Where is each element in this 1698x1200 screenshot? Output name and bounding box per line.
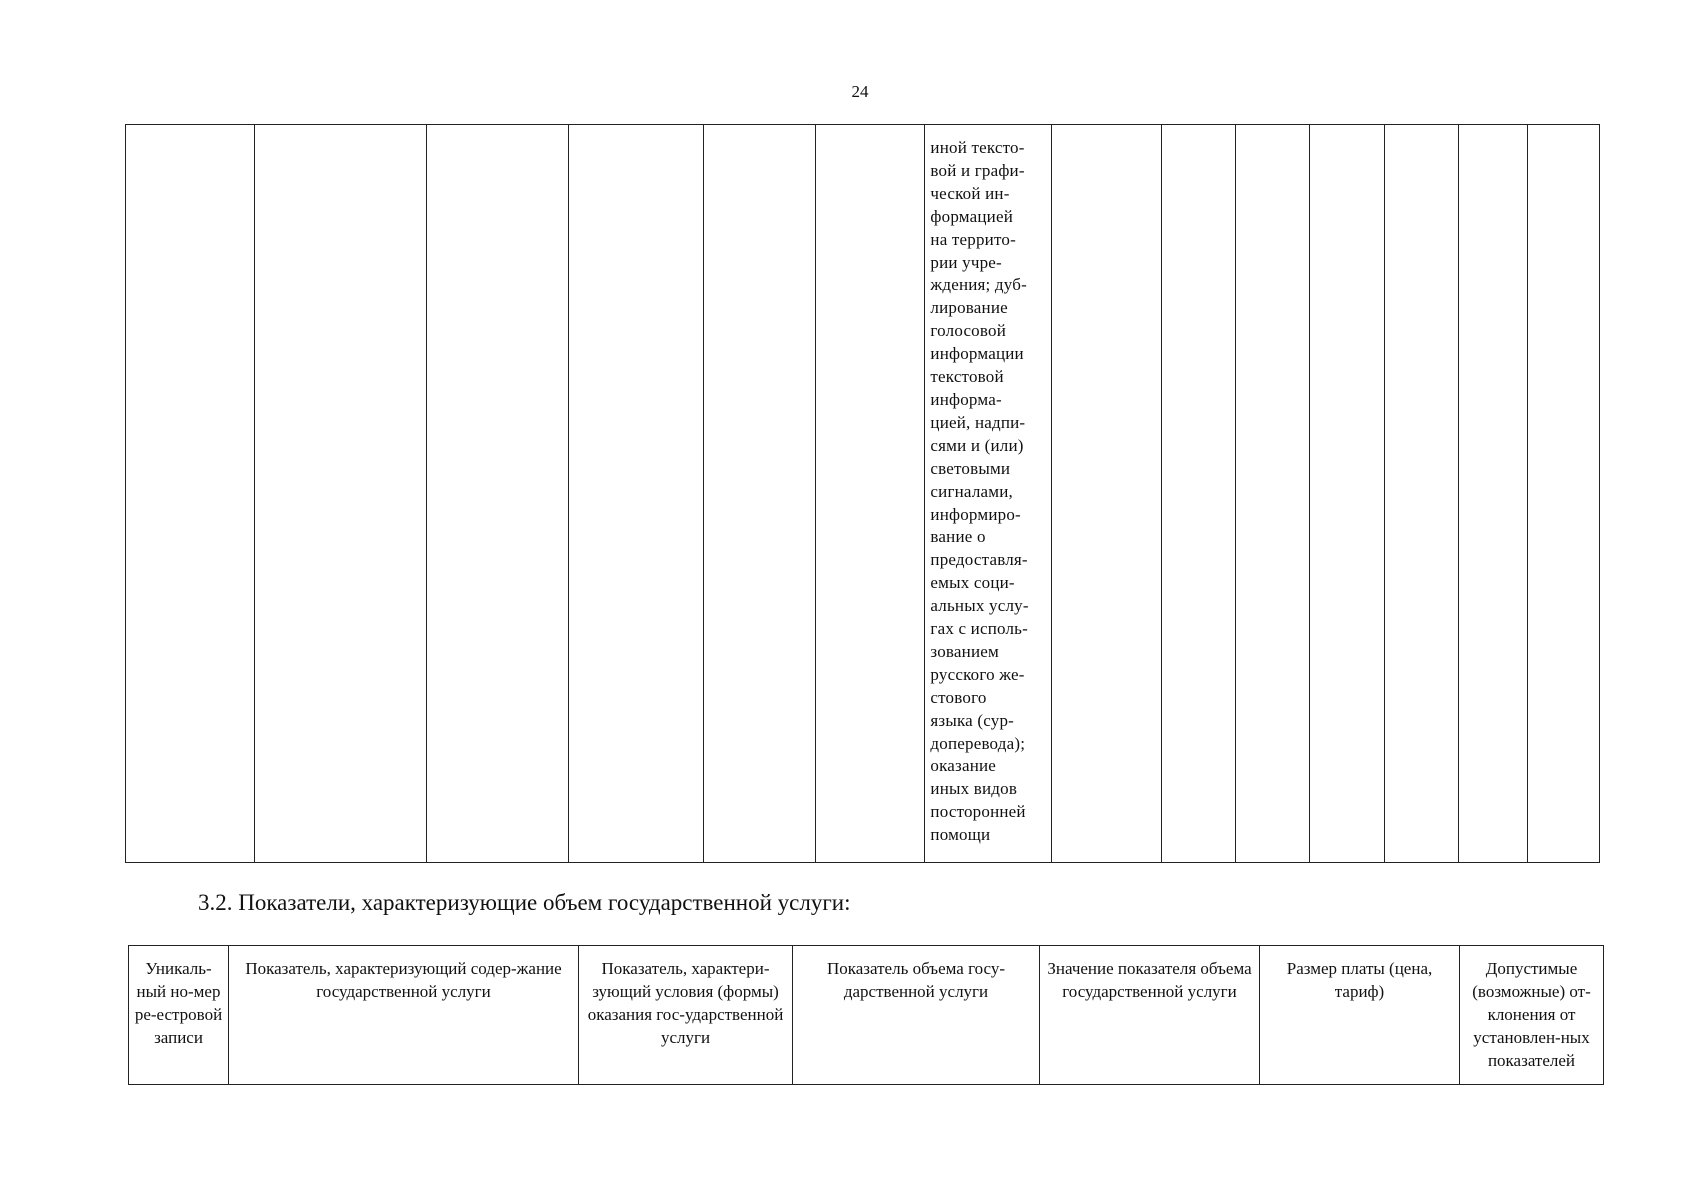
text-line: информа- [930, 389, 1002, 409]
table-cell [569, 125, 704, 863]
header-volume-value: Значение показателя объема государственной услуги [1040, 946, 1260, 1085]
header-registry-number: Уникаль-ный но-мер ре-естровой записи [129, 946, 229, 1085]
table-row [126, 125, 1600, 863]
text-line: ческой ин- [930, 183, 1010, 203]
text-line: емых соци- [930, 573, 1015, 593]
text-line: языка (сур- [930, 710, 1015, 730]
text-line: оказание [930, 756, 997, 776]
text-line: цией, надпи- [930, 412, 1026, 432]
text-line: формацией [930, 206, 1013, 226]
text-line: информации [930, 344, 1024, 364]
text-line: доперевода); [930, 733, 1026, 753]
text-line: гах с исполь- [930, 619, 1028, 639]
table-cell [1162, 125, 1236, 863]
text-line: ждения; дуб- [930, 275, 1027, 295]
page-number: 24 [851, 82, 869, 101]
text-line: стового [930, 687, 987, 707]
table-cell [255, 125, 427, 863]
table-cell [1309, 125, 1384, 863]
header-fee: Размер платы (цена, тариф) [1260, 946, 1460, 1085]
text-line: голосовой [930, 321, 1006, 341]
text-line: текстовой [930, 367, 1004, 387]
table-cell [1384, 125, 1458, 863]
header-volume-indicator: Показатель объема госу-дарственной услуги [793, 946, 1040, 1085]
table-cell [126, 125, 255, 863]
header-deviations: Допустимые (возможные) от-клонения от установлен-ных показателей [1460, 946, 1604, 1085]
cell-text-block [925, 125, 1051, 847]
header-conditions-indicator: Показатель, характери-зующий условия (формы) оказания гос-ударственной услуги [579, 946, 793, 1085]
text-line: на террито- [930, 229, 1016, 249]
continuation-table [125, 124, 1600, 863]
text-line: иной тексто- [930, 138, 1025, 157]
table-cell [1458, 125, 1528, 863]
text-line: предоставля- [930, 550, 1028, 570]
table-cell [815, 125, 925, 863]
table-cell [426, 125, 568, 863]
text-line: зованием [930, 641, 999, 661]
text-line: альных услу- [930, 596, 1029, 616]
text-line: световыми [930, 458, 1011, 478]
table-cell [703, 125, 815, 863]
table-cell [1528, 125, 1600, 863]
text-line: сями и (или) [930, 435, 1024, 455]
table-cell [1236, 125, 1310, 863]
text-line: посторонней [930, 802, 1026, 822]
text-line: вой и графи- [930, 160, 1025, 180]
volume-indicators-table [128, 945, 1604, 1085]
table-cell-text [925, 125, 1052, 863]
section-heading: 3.2. Показатели, характеризующие объем государственной услуги: [198, 890, 851, 915]
table-header-row [129, 946, 1604, 1085]
table-cell [1052, 125, 1162, 863]
text-line: лирование [930, 298, 1008, 318]
text-line: информиро- [930, 504, 1021, 524]
text-line: рии учре- [930, 252, 1002, 272]
text-line: иных видов [930, 779, 1018, 799]
text-line: сигналами, [930, 481, 1013, 501]
header-content-indicator: Показатель, характеризующий содер-жание государственной услуги [229, 946, 579, 1085]
text-line: помощи [930, 825, 991, 845]
text-line: русского же- [930, 664, 1025, 684]
text-line: вание о [930, 527, 986, 547]
